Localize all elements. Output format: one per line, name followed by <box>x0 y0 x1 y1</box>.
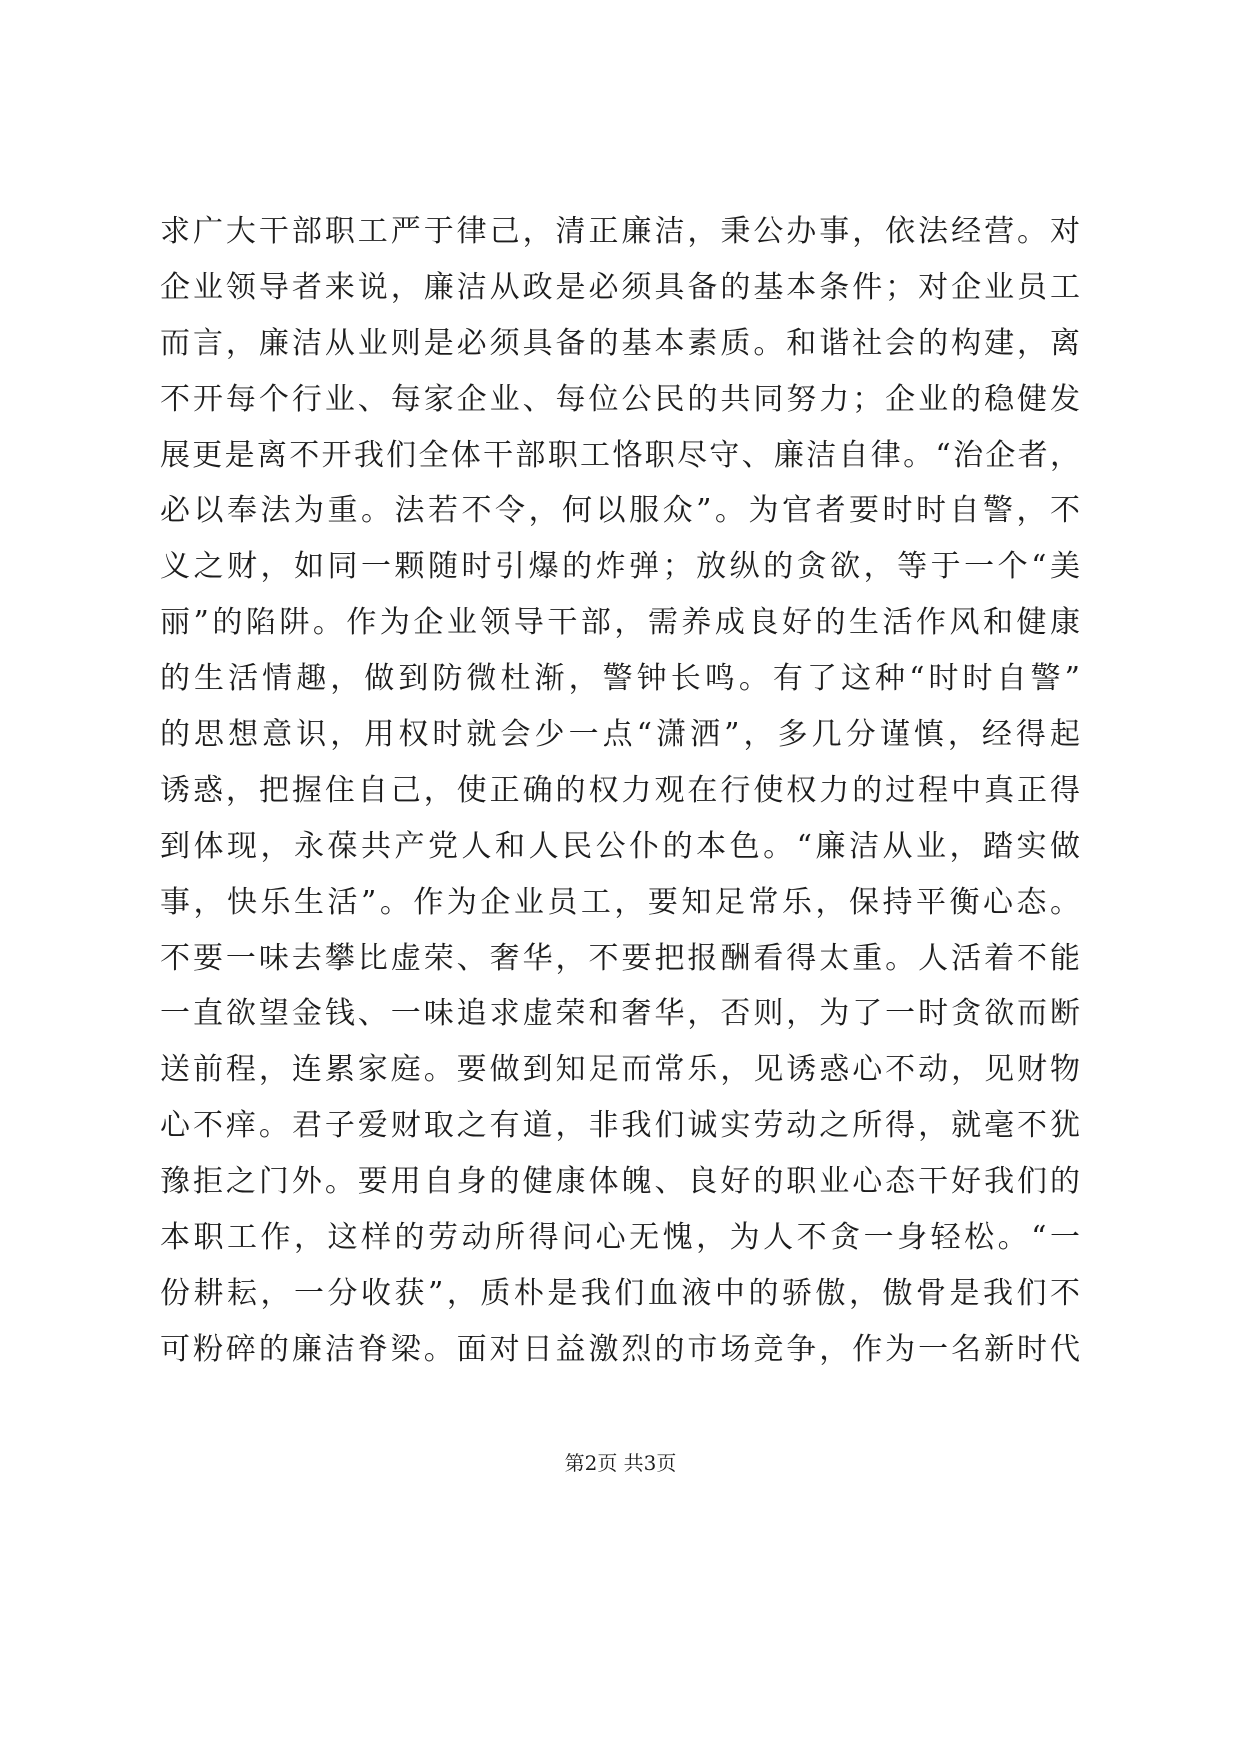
body-text-line: 展更是离不开我们全体干部职工恪职尽守、廉洁自律。“治企者， <box>160 437 1080 473</box>
body-text-line: 份耕耘，一分收获”，质朴是我们血液中的骄傲，傲骨是我们不 <box>160 1275 1080 1311</box>
body-text-line: 的生活情趣，做到防微杜渐，警钟长鸣。有了这种“时时自警” <box>160 661 1080 697</box>
page-number-footer: 第2页 共3页 <box>564 1451 677 1475</box>
body-text-line: 到体现，永葆共产党人和人民公仆的本色。“廉洁从业，踏实做 <box>160 828 1080 864</box>
body-text-line: 企业领导者来说，廉洁从政是必须具备的基本条件；对企业员工 <box>160 269 1080 305</box>
body-text-line: 诱惑，把握住自己，使正确的权力观在行使权力的过程中真正得 <box>160 772 1080 808</box>
body-text-line: 不要一味去攀比虚荣、奢华，不要把报酬看得太重。人活着不能 <box>160 940 1080 976</box>
body-text-line: 而言，廉洁从业则是必须具备的基本素质。和谐社会的构建，离 <box>160 325 1080 361</box>
body-text-line: 不开每个行业、每家企业、每位公民的共同努力；企业的稳健发 <box>160 381 1080 417</box>
body-text-line: 豫拒之门外。要用自身的健康体魄、良好的职业心态干好我们的 <box>160 1164 1080 1200</box>
body-text-line: 求广大干部职工严于律己，清正廉洁，秉公办事，依法经营。对 <box>160 214 1080 249</box>
body-text-line: 义之财，如同一颗随时引爆的炸弹；放纵的贪欲，等于一个“美 <box>160 549 1080 585</box>
body-text <box>160 204 1080 1378</box>
body-text-line: 丽”的陷阱。作为企业领导干部，需养成良好的生活作风和健康 <box>160 605 1080 641</box>
body-text-line: 本职工作，这样的劳动所得问心无愧，为人不贪一身轻松。“一 <box>160 1220 1080 1256</box>
body-text-line: 的思想意识，用权时就会少一点“潇洒”，多几分谨慎，经得起 <box>160 717 1080 753</box>
body-text-line: 送前程，连累家庭。要做到知足而常乐，见诱惑心不动，见财物 <box>160 1052 1080 1088</box>
body-text-line: 可粉碎的廉洁脊梁。面对日益激烈的市场竞争，作为一名新时代 <box>160 1331 1080 1367</box>
body-text-line: 一直欲望金钱、一味追求虚荣和奢华，否则，为了一时贪欲而断 <box>160 996 1080 1032</box>
body-text-line: 事，快乐生活”。作为企业员工，要知足常乐，保持平衡心态。 <box>160 884 1080 920</box>
body-text-line: 必以奉法为重。法若不令，何以服众”。为官者要时时自警，不 <box>160 493 1080 529</box>
body-text-line: 心不痒。君子爱财取之有道，非我们诚实劳动之所得，就毫不犹 <box>160 1108 1080 1144</box>
